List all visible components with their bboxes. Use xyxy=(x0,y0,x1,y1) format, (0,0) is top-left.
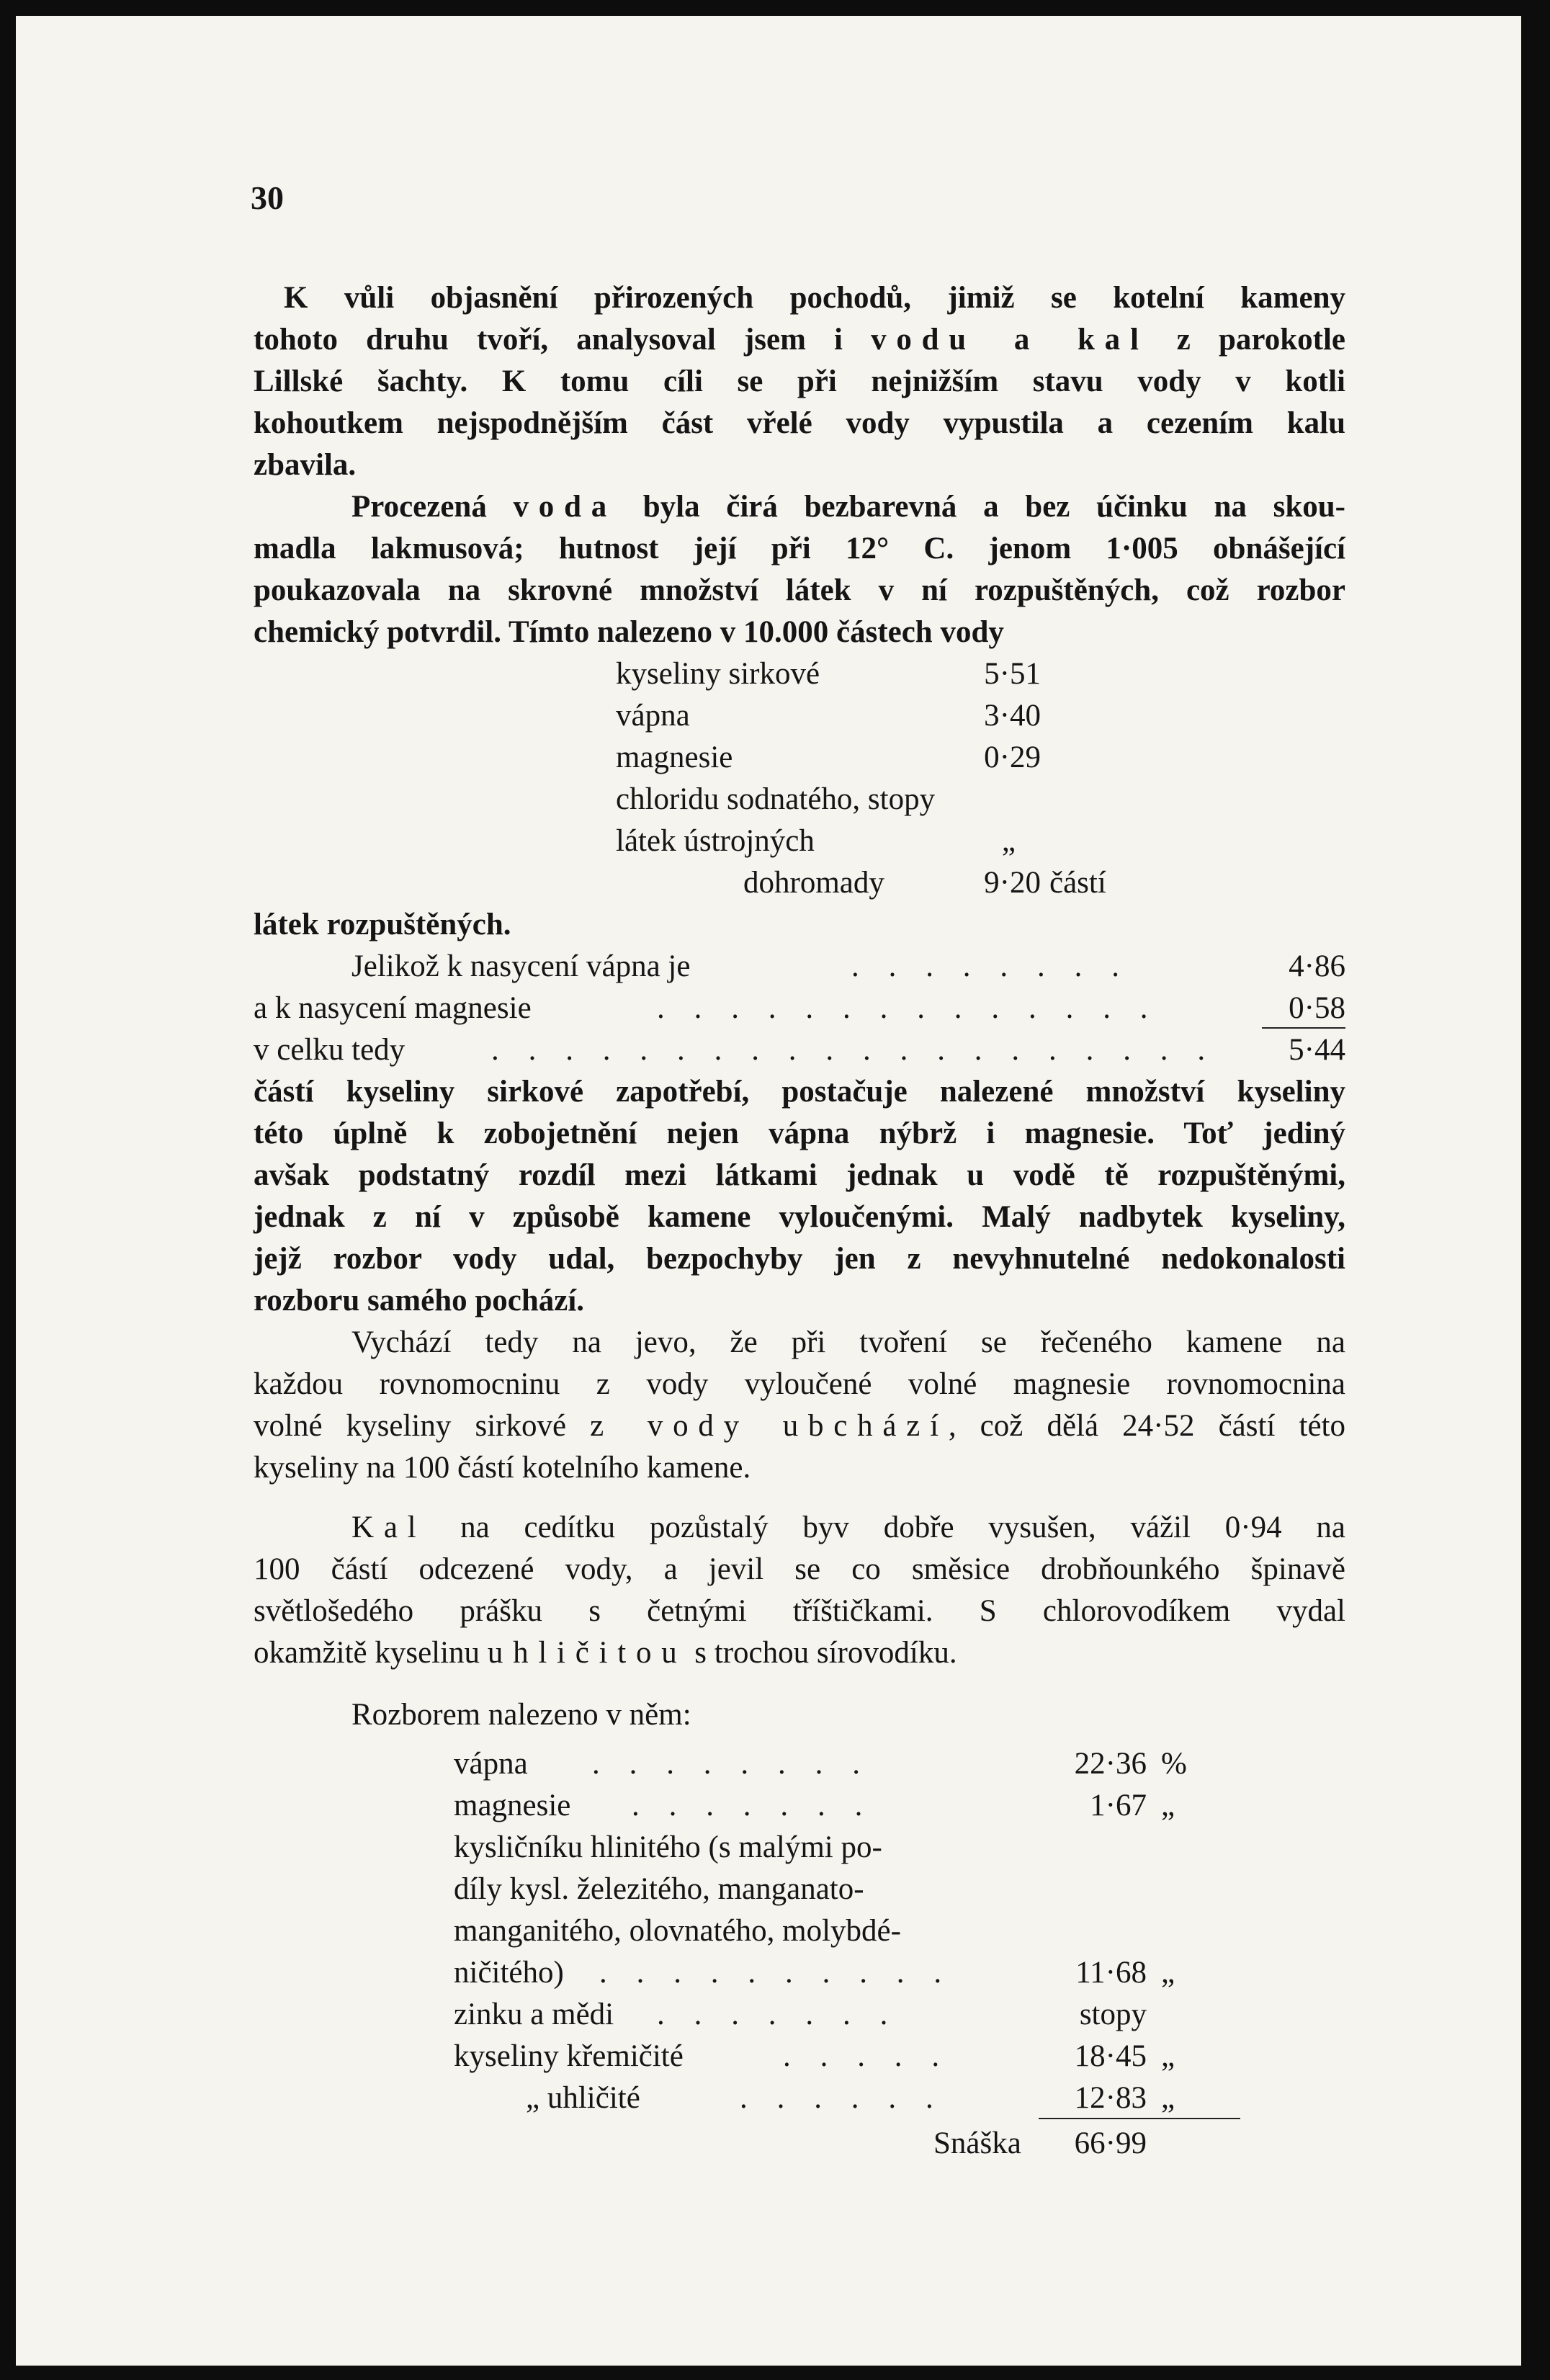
table-row-label: ničitého) xyxy=(454,1956,564,1990)
text-line: látek rozpuštěných. xyxy=(254,908,511,941)
table-row-value: 1·67 xyxy=(1090,1789,1147,1822)
text-line: této úplně k zobojetnění nejen vápna nýbrž i magnesie. Toť jediný xyxy=(254,1117,1345,1150)
table-row-label: díly kysl. železitého, manganato- xyxy=(454,1872,864,1906)
table-row-label: látek ústrojných xyxy=(616,824,815,858)
calc-label: a k nasycení magnesie xyxy=(254,991,532,1025)
table-row-label: zinku a mědi xyxy=(454,1998,614,2031)
leader-dots: . . . . . . . xyxy=(632,1789,874,1822)
leader-dots: . . . . . . xyxy=(740,2081,944,2115)
calc-value: 0·58 xyxy=(1289,991,1345,1025)
text-line: kohoutkem nejspodnějším část vřelé vody vypustila a cezením kalu xyxy=(254,406,1345,440)
text-line: K vůli objasnění přirozených pochodů, jimiž se kotelní kameny xyxy=(284,281,1345,315)
text-line: Kal na cedítku pozůstalý byv dobře vysušen, vážil 0·94 na xyxy=(351,1511,1345,1544)
table-row-label: manganitého, olovnatého, molybdé- xyxy=(454,1914,901,1948)
table-total-unit: částí xyxy=(1049,866,1106,900)
table-row-unit: % xyxy=(1161,1747,1187,1781)
calc-value: 4·86 xyxy=(1289,949,1345,983)
text-line: okamžitě kyselinu uhličitou s trochou sírovodíku. xyxy=(254,1636,957,1670)
text-line: madla lakmusová; hutnost její při 12° C. jenom 1·005 obnášející xyxy=(254,532,1345,565)
table-row-value: 12·83 xyxy=(1074,2081,1147,2115)
text-line: zbavila. xyxy=(254,448,357,482)
table-row-value: 18·45 xyxy=(1074,2039,1147,2073)
book-page xyxy=(16,16,1521,2366)
table-row-label: kyseliny křemičité xyxy=(454,2039,684,2073)
leader-dots: . . . . . . . . . . . . . . xyxy=(657,991,1159,1025)
table-row-label: chloridu sodnatého, stopy xyxy=(616,782,936,816)
table-total-label: Snáška xyxy=(933,2126,1021,2160)
text-line: volné kyseliny sirkové z vody ubchází, což dělá 24·52 částí této xyxy=(254,1409,1345,1443)
text-line: Vychází tedy na jevo, že při tvoření se řečeného kamene na xyxy=(351,1325,1345,1359)
text-line: kyseliny na 100 částí kotelního kamene. xyxy=(254,1451,751,1485)
table-row-value: 22·36 xyxy=(1074,1747,1147,1781)
table-row-value: 5·51 xyxy=(984,657,1041,691)
table-row-unit: „ xyxy=(1161,1956,1175,1990)
leader-dots: . . . . . . . . xyxy=(851,949,1130,983)
text-line: tohoto druhu tvoří, analysoval jsem i vodu a kal z parokotle xyxy=(254,323,1345,357)
text-line: jejž rozbor vody udal, bezpochyby jen z nevyhnutelné nedokonalosti xyxy=(254,1242,1345,1276)
sum-rule xyxy=(1262,1027,1345,1029)
leader-dots: . . . . . . . . . . xyxy=(599,1956,953,1990)
leader-dots: . . . . . . . xyxy=(657,1998,899,2031)
text-line: Lillské šachty. K tomu cíli se při nejnižším stavu vody v kotli xyxy=(254,364,1345,398)
text-line: rozboru samého pochází. xyxy=(254,1284,585,1318)
table-row-unit: „ xyxy=(1161,2039,1175,2073)
page-number: 30 xyxy=(251,179,284,216)
text-line: každou rovnomocninu z vody vyloučené volné magnesie rovnomocnina xyxy=(254,1367,1345,1401)
leader-dots: . . . . . xyxy=(783,2039,951,2073)
table-total-label: dohromady xyxy=(743,866,884,900)
text-line: částí kyseliny sirkové zapotřebí, postačuje nalezené množství kyseliny xyxy=(254,1075,1345,1109)
calc-label: Jelikož k nasycení vápna je xyxy=(351,949,691,983)
table-row-label: kyseliny sirkové xyxy=(616,657,820,691)
sum-rule xyxy=(1039,2118,1240,2119)
calc-value: 5·44 xyxy=(1289,1033,1345,1067)
text-line: chemický potvrdil. Tímto nalezeno v 10.000 částech vody xyxy=(254,615,1004,649)
table-row-label: kysličníku hlinitého (s malými po- xyxy=(454,1830,882,1864)
text-line: jednak z ní v způsobě kamene vyloučenými. Malý nadbytek kyseliny, xyxy=(254,1200,1345,1234)
text-line: Rozborem nalezeno v něm: xyxy=(351,1698,691,1732)
leader-dots: . . . . . . . . xyxy=(592,1747,871,1781)
table-row-value: 0·29 xyxy=(984,741,1041,774)
text-line: avšak podstatný rozdíl mezi látkami jednak u vodě tě rozpuštěnými, xyxy=(254,1158,1345,1192)
table-row-label: magnesie xyxy=(454,1789,571,1822)
calc-label: v celku tedy xyxy=(254,1033,406,1067)
table-row-value: stopy xyxy=(1079,1998,1147,2031)
table-row-value: „ xyxy=(1001,824,1016,858)
table-row-unit: „ xyxy=(1161,2081,1175,2115)
table-row-label: vápna xyxy=(454,1747,528,1781)
text-line: světlošedého prášku s četnými tříštičkami. S chlorovodíkem vydal xyxy=(254,1594,1345,1628)
table-row-label: vápna xyxy=(616,699,690,733)
table-row-label: magnesie xyxy=(616,741,733,774)
text-line: 100 částí odcezené vody, a jevil se co směsice drobňounkého špinavě xyxy=(254,1552,1345,1586)
table-total-value: 66·99 xyxy=(1074,2126,1147,2160)
table-row-value: 11·68 xyxy=(1075,1956,1147,1990)
table-row-unit: „ xyxy=(1161,1789,1175,1822)
table-row-value: 3·40 xyxy=(984,699,1041,733)
table-total-value: 9·20 xyxy=(984,866,1041,900)
text-line: poukazovala na skrovné množství látek v ní rozpuštěných, což rozbor xyxy=(254,573,1345,607)
text-line: Procezená voda byla čirá bezbarevná a bez účinku na skou- xyxy=(351,490,1345,524)
table-row-label: „ uhličité xyxy=(526,2081,640,2115)
leader-dots: . . . . . . . . . . . . . . . . . . . . xyxy=(491,1033,1217,1067)
